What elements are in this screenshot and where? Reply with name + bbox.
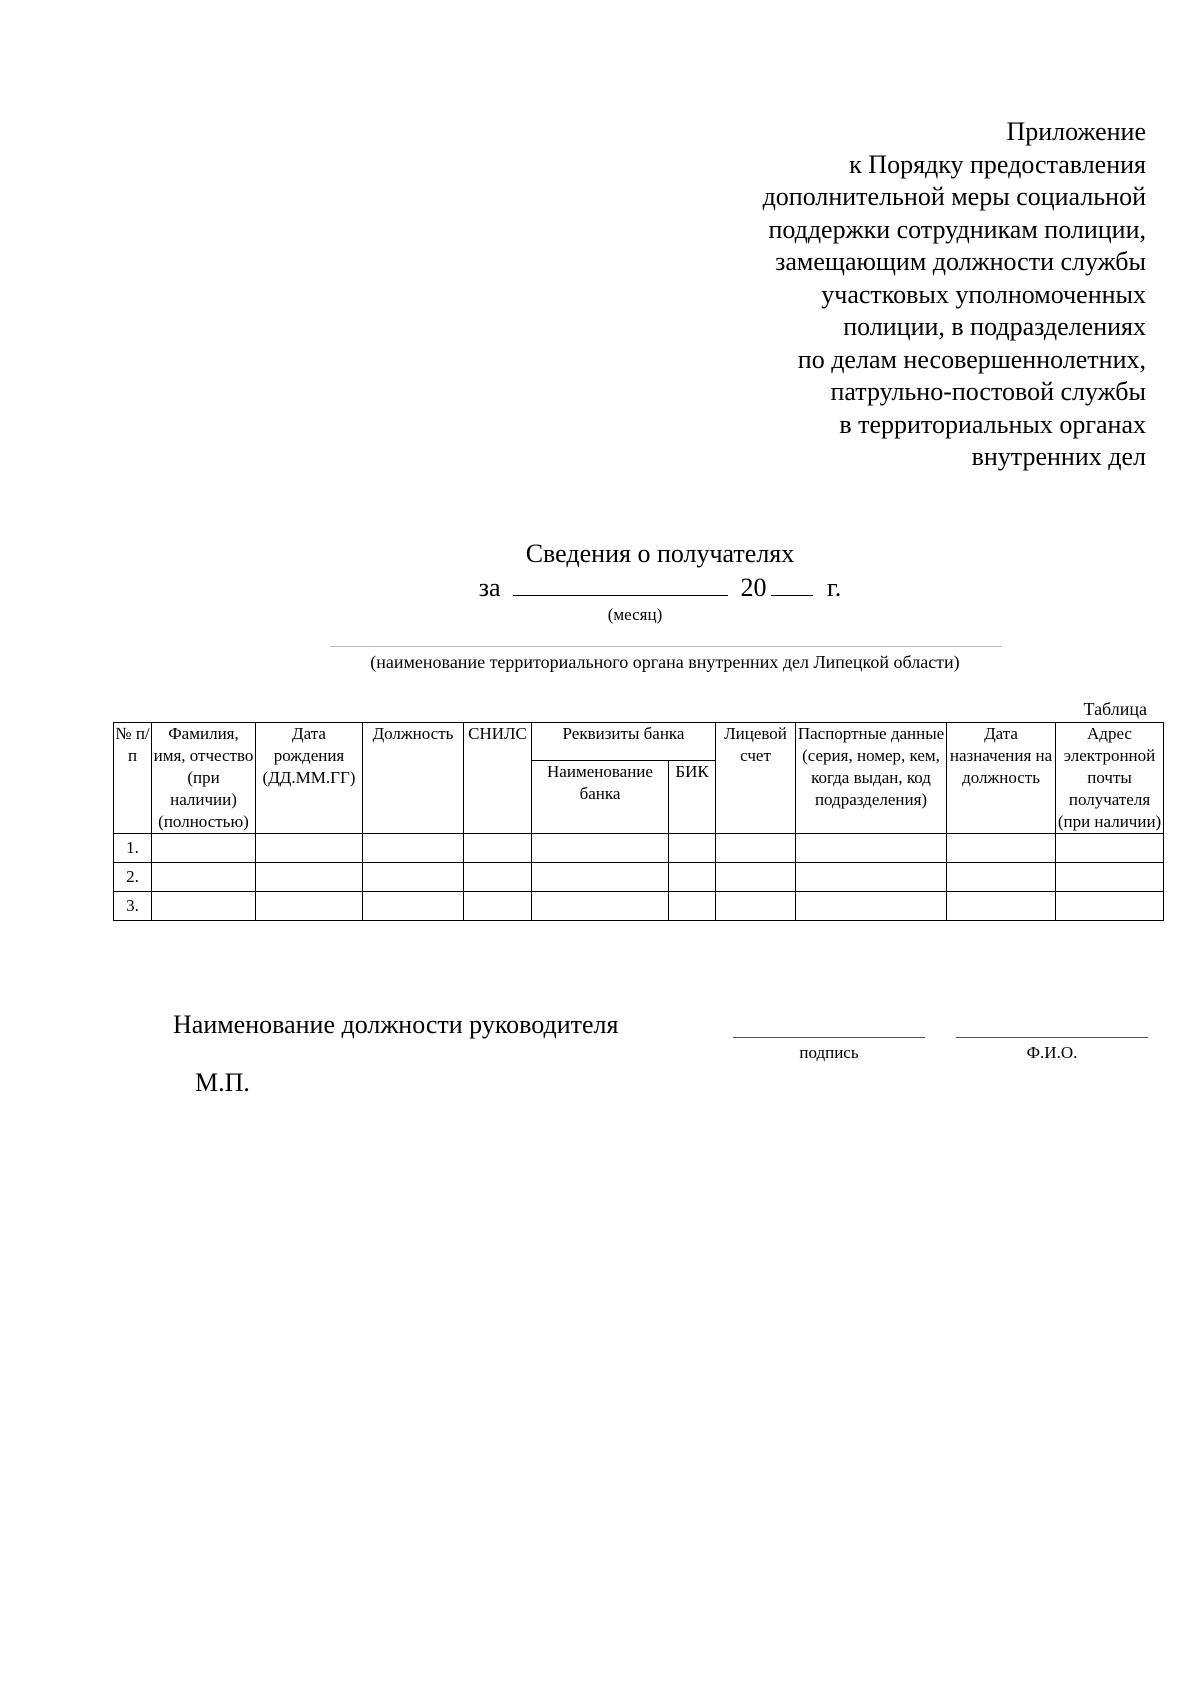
appendix-line: по делам несовершеннолетних, (797, 344, 1146, 374)
header-bank-name: Наименование банка (532, 760, 669, 833)
appendix-line: поддержки сотрудникам полиции, (768, 214, 1146, 244)
table-cell[interactable] (363, 834, 464, 863)
header-email: Адрес электронной почты получателя (при наличии) (1056, 723, 1164, 834)
table-cell[interactable] (796, 863, 947, 892)
appendix-block (626, 116, 1146, 474)
year-blank[interactable] (771, 573, 813, 596)
org-caption: (наименование территориального органа внутренних дел Липецкой области) (370, 652, 960, 672)
table-cell[interactable] (464, 892, 532, 921)
full-name-line[interactable] (956, 1037, 1148, 1038)
table-cell[interactable] (532, 892, 669, 921)
period-line (0, 572, 1200, 604)
document-title: Сведения о получателях (525, 539, 795, 568)
table-cell[interactable] (947, 863, 1056, 892)
period-prefix: за (478, 573, 501, 602)
appendix-line: внутренних дел (971, 442, 1146, 471)
table-cell[interactable] (256, 863, 363, 892)
appendix-line: дополнительной меры социальной (762, 182, 1146, 211)
table-label: Таблица (1083, 699, 1147, 719)
table-cell[interactable] (1056, 834, 1164, 863)
appendix-line: замещающим должности службы (775, 247, 1146, 276)
table-cell[interactable] (532, 863, 669, 892)
appendix-line: к Порядку предоставления (849, 149, 1146, 179)
header-bank-details: Реквизиты банка (532, 723, 716, 761)
table-cell[interactable] (152, 834, 256, 863)
appendix-line: патрульно-постовой службы (830, 377, 1146, 406)
header-appointment-date: Дата назначения на должность (947, 723, 1056, 834)
table-cell[interactable] (256, 834, 363, 863)
full-name-caption: Ф.И.О. (1026, 1043, 1078, 1062)
row-number: 2. (114, 863, 152, 892)
month-caption: (месяц) (607, 605, 663, 624)
head-position-label: Наименование должности руководителя (173, 1010, 619, 1039)
table-cell[interactable] (796, 834, 947, 863)
table-cell[interactable] (256, 892, 363, 921)
table-cell[interactable] (363, 863, 464, 892)
table-cell[interactable] (716, 892, 796, 921)
table-cell[interactable] (464, 834, 532, 863)
stamp-place-label: М.П. (195, 1068, 250, 1097)
appendix-line: участковых уполномоченных (821, 279, 1146, 309)
table-cell[interactable] (716, 834, 796, 863)
signature-caption: подпись (799, 1043, 859, 1062)
org-name-blank[interactable] (330, 646, 1002, 647)
row-number: 3. (114, 892, 152, 921)
signature-line[interactable] (733, 1037, 925, 1038)
header-account: Лицевой счет (716, 723, 796, 834)
table-row (114, 834, 1164, 863)
header-bik: БИК (669, 760, 716, 833)
table-cell[interactable] (363, 892, 464, 921)
header-position: Должность (363, 723, 464, 834)
header-num: № п/п (114, 723, 152, 834)
table-cell[interactable] (669, 892, 716, 921)
appendix-line: в территориальных органах (839, 409, 1146, 439)
recipients-table (113, 722, 1164, 921)
period-suffix: г. (827, 573, 842, 602)
table-row (114, 892, 1164, 921)
table-cell[interactable] (152, 863, 256, 892)
header-fio: Фамилия, имя, отчество (при наличии) (полностью) (152, 723, 256, 834)
table-row (114, 863, 1164, 892)
table-cell[interactable] (716, 863, 796, 892)
month-blank[interactable] (513, 573, 728, 596)
table-cell[interactable] (796, 892, 947, 921)
appendix-line: Приложение (1006, 117, 1146, 146)
table-cell[interactable] (1056, 863, 1164, 892)
table-cell[interactable] (1056, 892, 1164, 921)
header-passport: Паспортные данные (серия, номер, кем, когда выдан, код подразделения) (796, 723, 947, 834)
table-cell[interactable] (669, 834, 716, 863)
appendix-line: полиции, в подразделениях (843, 312, 1146, 341)
table-cell[interactable] (152, 892, 256, 921)
header-birth-date: Дата рождения (ДД.ММ.ГГ) (256, 723, 363, 834)
table-cell[interactable] (947, 834, 1056, 863)
table-cell[interactable] (464, 863, 532, 892)
row-number: 1. (114, 834, 152, 863)
table-cell[interactable] (947, 892, 1056, 921)
header-snils: СНИЛС (464, 723, 532, 834)
year-prefix: 20 (740, 573, 767, 602)
table-cell[interactable] (532, 834, 669, 863)
table-cell[interactable] (669, 863, 716, 892)
